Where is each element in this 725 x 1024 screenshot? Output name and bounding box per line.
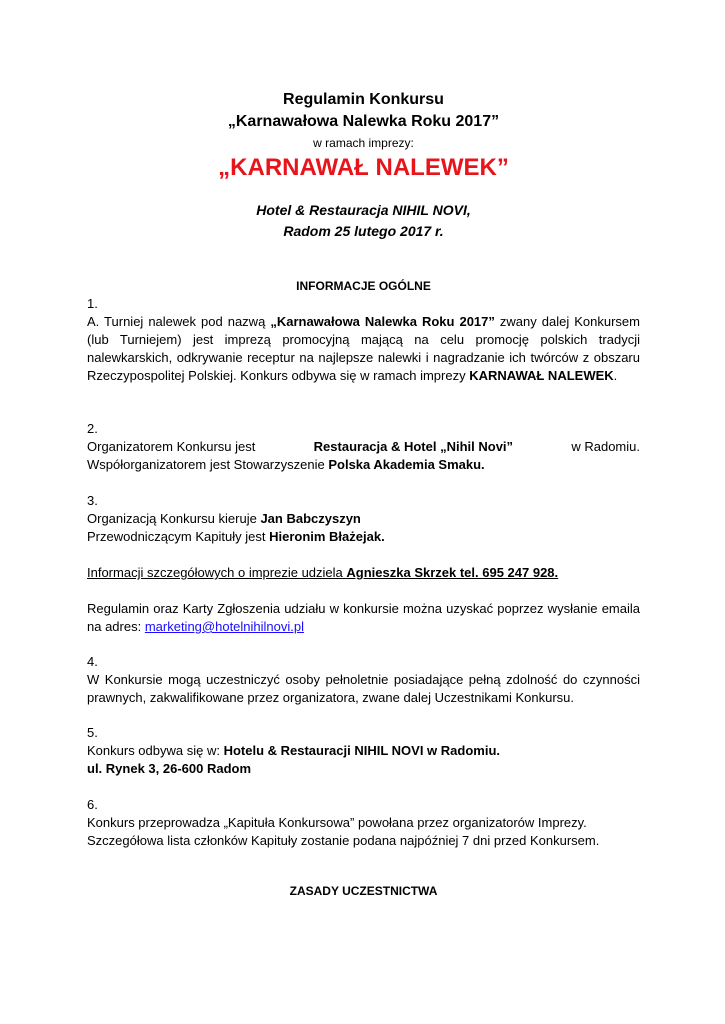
section-heading-rules: ZASADY UCZESTNICTWA — [289, 884, 438, 898]
paragraph-5 — [87, 724, 640, 778]
subtitle: w ramach imprezy: — [313, 136, 414, 150]
venue-name: Hotel & Restauracja NIHIL NOVI, — [256, 202, 471, 218]
email-link[interactable]: marketing@hotelnihilnovi.pl — [144, 619, 304, 634]
paragraph-text: A. Turniej nalewek pod nazwą — [87, 314, 266, 329]
paragraph-text: zwany dalej Konkursem (lub Turniejem) jest imprezą promocyjną mającą na celu promocję polskich tradycji nalewkarskich, odkrywanie receptur na najlepsze nalewki i nagradzanie ich twórców z obszaru Rzeczypospolitej Polskiej. Konkurs odbywa się w ramach imprezy — [87, 314, 640, 383]
paragraph-text: Organizacją Konkursu kieruje — [87, 511, 257, 526]
paragraph-text: W Konkursie mogą uczestniczyć osoby pełnoletnie posiadające pełną zdolność do czynności prawnych, zakwalifikowane przez organizatora, zwane dalej Uczestnikami Konkursu. — [87, 672, 640, 705]
paragraph-text: Przewodniczącym Kapituły jest — [87, 529, 266, 544]
paragraph-text: Konkurs przeprowadza „Kapituła Konkursowa” powołana przez organizatorów Imprezy. — [87, 815, 587, 830]
contact-person: Agnieszka Skrzek tel. 695 247 928. — [346, 565, 559, 580]
paragraph-1: 1. A. Turniej nalewek pod nazwą „Karnawałowa Nalewka Roku 2017” zwany dalej Konkursem (lub Turniejem) jest imprezą promocyjną mającą na celu promocję polskich tradycji nalewkarskich, odkrywanie receptur na najlepsze nalewki i nagradzanie ich twórców z obszaru Rzeczypospolitej Polskiej. Konkurs odbywa się w ramach imprezy KARNAWAŁ NALEWEK. — [87, 296, 640, 383]
contact-info — [87, 564, 640, 582]
contest-name: „Karnawałowa Nalewka Roku 2017” — [270, 314, 495, 329]
venue-address: ul. Rynek 3, 26-600 Radom — [87, 761, 252, 776]
paragraph-number: 2. — [87, 421, 98, 436]
paragraph-6 — [87, 796, 640, 850]
paragraph-3 — [87, 492, 640, 546]
paragraph-text: Organizatorem Konkursu jest — [87, 439, 256, 454]
paragraph-number: 6. — [87, 797, 98, 812]
paragraph-text: Konkurs odbywa się w: — [87, 743, 220, 758]
director-name: Jan Babczyszyn — [260, 511, 361, 526]
section-heading-general: INFORMACJE OGÓLNE — [296, 279, 431, 293]
event-name: „KARNAWAŁ NALEWEK” — [218, 154, 509, 181]
paragraph-4 — [87, 653, 640, 707]
contact-text: Informacji szczegółowych o imprezie udziela — [87, 565, 343, 580]
venue-date: Radom 25 lutego 2017 r. — [283, 223, 444, 239]
paragraph-number: 4. — [87, 654, 98, 669]
co-organizer-name: Polska Akademia Smaku. — [328, 457, 485, 472]
venue-place: Hotelu & Restauracji NIHIL NOVI w Radomiu. — [223, 743, 500, 758]
paragraph-text: Współorganizatorem jest Stowarzyszenie — [87, 457, 325, 472]
paragraph-number: 5. — [87, 725, 98, 740]
paragraph-text: Szczegółowa lista członków Kapituły zostanie podana najpóźniej 7 dni przed Konkursem. — [87, 833, 600, 848]
organizer-name: Restauracja & Hotel „Nihil Novi” — [313, 439, 514, 454]
paragraph-text: w Radomiu. — [571, 439, 640, 454]
regulations-paragraph — [87, 600, 640, 636]
paragraph-number: 3. — [87, 493, 98, 508]
paragraph-2 — [87, 420, 640, 474]
paragraph-number: 1. — [87, 296, 98, 311]
chairman-name: Hieronim Błażejak. — [269, 529, 385, 544]
event-name-bold: KARNAWAŁ NALEWEK — [469, 368, 614, 383]
paragraph-text: Regulamin oraz Karty Zgłoszenia udziału w konkursie można uzyskać poprzez wysłanie emaila na adres: — [87, 601, 640, 634]
contest-title: „Karnawałowa Nalewka Roku 2017” — [227, 113, 500, 130]
document-title: Regulamin Konkursu — [283, 91, 444, 108]
